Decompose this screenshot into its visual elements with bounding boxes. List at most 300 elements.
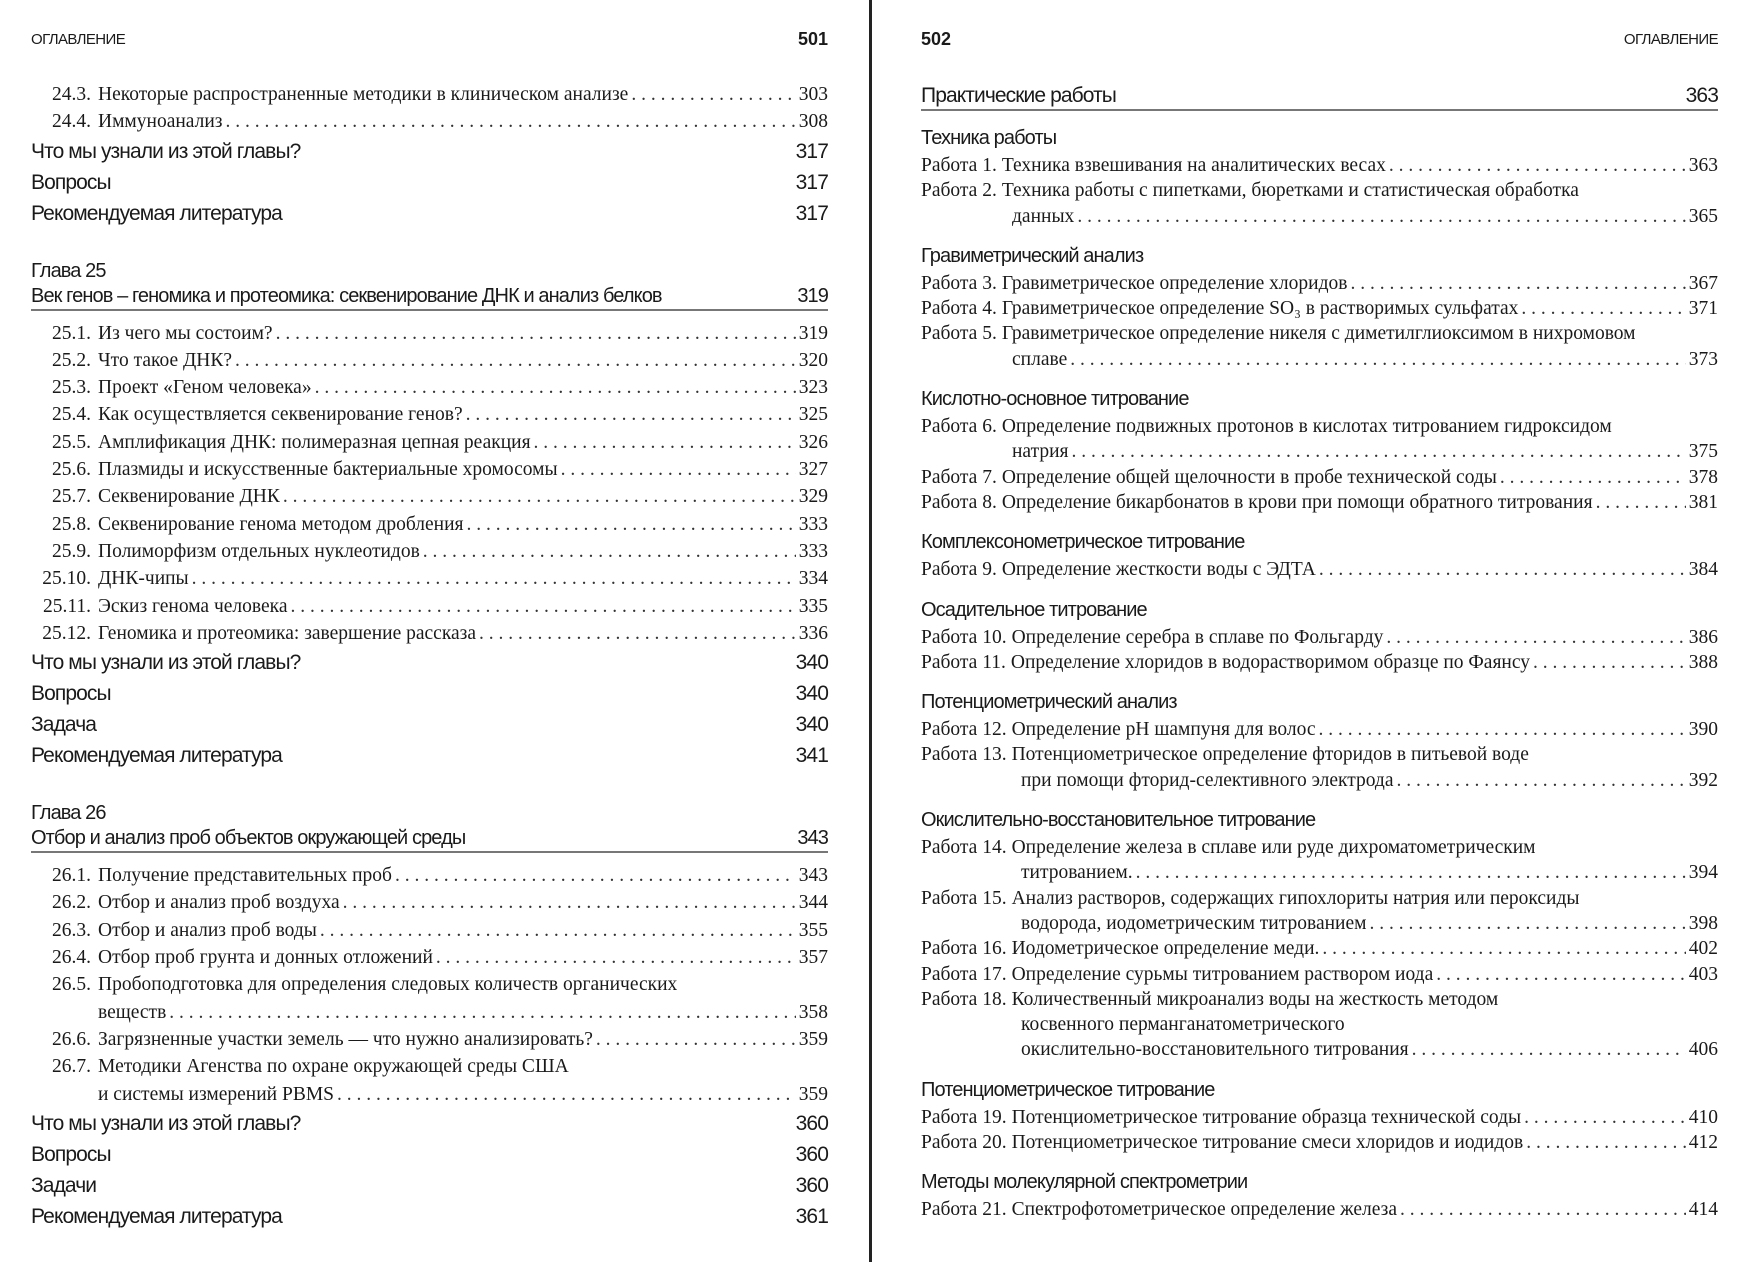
entry-title[interactable]: Отбор и анализ проб воды bbox=[98, 919, 317, 941]
entry-page[interactable]: 359 bbox=[798, 1028, 828, 1050]
entry-page[interactable]: 358 bbox=[798, 1001, 828, 1023]
entry-page[interactable]: 320 bbox=[798, 349, 828, 371]
toc-line bbox=[31, 593, 828, 620]
toc-entry[interactable] bbox=[31, 401, 828, 428]
toc-entry[interactable] bbox=[921, 625, 1718, 650]
entry-number: 25.8. bbox=[52, 513, 91, 535]
heading-title[interactable]: Рекомендуемая литература bbox=[31, 1204, 282, 1228]
dot-leader bbox=[1322, 936, 1685, 961]
toc-line bbox=[31, 456, 828, 483]
toc-line bbox=[921, 936, 1718, 961]
entry-page[interactable]: 325 bbox=[798, 404, 828, 426]
entry-number: 25.5. bbox=[52, 431, 91, 453]
dot-leader bbox=[1072, 439, 1686, 464]
entry-number: 26.6. bbox=[52, 1028, 91, 1050]
entry-title[interactable]: Как осуществляется секвенирование генов? bbox=[98, 404, 463, 426]
entry-page[interactable]: 406 bbox=[1688, 1039, 1718, 1061]
heading-page[interactable]: 317 bbox=[795, 170, 828, 194]
entry-page[interactable]: 410 bbox=[1688, 1106, 1718, 1128]
entry-title[interactable]: Амплификация ДНК: полимеразная цепная реакция bbox=[98, 431, 531, 453]
entry-number: Работа 5. bbox=[921, 323, 997, 345]
toc-line bbox=[921, 717, 1718, 742]
toc-entry[interactable] bbox=[921, 962, 1718, 987]
dot-leader bbox=[1521, 296, 1685, 321]
entry-number: Работа 8. bbox=[921, 491, 997, 513]
entry-page[interactable]: 375 bbox=[1688, 441, 1718, 463]
dot-leader bbox=[343, 889, 796, 916]
entry-page[interactable]: 378 bbox=[1688, 466, 1718, 488]
entry-page[interactable]: 386 bbox=[1688, 626, 1718, 648]
toc-entry[interactable] bbox=[921, 717, 1718, 742]
toc-line bbox=[31, 1053, 828, 1080]
toc-entry[interactable] bbox=[31, 1053, 828, 1108]
toc-heading[interactable] bbox=[31, 1139, 828, 1170]
toc-entry[interactable] bbox=[31, 374, 828, 401]
chapter-label: Глава 26 bbox=[31, 802, 106, 825]
toc-entry[interactable] bbox=[31, 620, 828, 647]
page-number: 501 bbox=[797, 28, 828, 49]
entry-title[interactable]: Потенциометрическое титрование смеси хлоридов и иодидов bbox=[1011, 1132, 1524, 1154]
toc-list bbox=[31, 81, 828, 1232]
entry-number: 25.1. bbox=[52, 322, 91, 344]
entry-page[interactable]: 363 bbox=[1688, 155, 1718, 176]
entry-title[interactable]: Определение серебра в сплаве по Фольгарду bbox=[1011, 626, 1384, 648]
page-divider bbox=[869, 0, 872, 1262]
entry-page[interactable]: 334 bbox=[798, 568, 828, 590]
entry-title[interactable]: натрия bbox=[1012, 441, 1069, 463]
entry-page[interactable]: 336 bbox=[798, 622, 828, 644]
entry-title[interactable]: Определение хлоридов в водорастворимом образце по Фаянсу bbox=[1010, 651, 1531, 673]
entry-number: Работа 10. bbox=[921, 626, 1007, 648]
part-title[interactable]: Практические работы bbox=[921, 84, 1116, 107]
entry-page[interactable]: 392 bbox=[1688, 769, 1718, 791]
heading-page[interactable]: 317 bbox=[795, 139, 828, 163]
entry-title[interactable]: окислительно-восстановительного титрования bbox=[1021, 1039, 1409, 1061]
toc-line bbox=[921, 1012, 1718, 1037]
toc-entry[interactable] bbox=[31, 456, 828, 483]
entry-page[interactable]: 359 bbox=[798, 1083, 828, 1105]
entry-title[interactable]: Что такое ДНК? bbox=[98, 349, 233, 371]
toc-entry[interactable] bbox=[31, 347, 828, 374]
toc-line bbox=[31, 429, 828, 456]
dot-leader bbox=[276, 320, 796, 347]
toc-entry[interactable] bbox=[31, 917, 828, 944]
entry-title[interactable]: титрованием. bbox=[1021, 862, 1133, 884]
toc-line bbox=[31, 108, 828, 135]
toc-heading[interactable] bbox=[31, 1170, 828, 1201]
entry-number: 26.2. bbox=[52, 892, 91, 914]
entry-number: Работа 4. bbox=[921, 298, 997, 320]
toc-entry[interactable] bbox=[921, 153, 1718, 178]
heading-title[interactable]: Вопросы bbox=[31, 1142, 111, 1166]
section-heading: Гравиметрический анализ bbox=[921, 244, 1144, 267]
toc-entry[interactable] bbox=[31, 971, 828, 1026]
entry-number: Работа 2. bbox=[921, 180, 997, 202]
dot-leader bbox=[1389, 153, 1686, 178]
toc-line bbox=[921, 178, 1718, 203]
entry-title[interactable]: Отбор проб грунта и донных отложений bbox=[98, 947, 433, 969]
dot-leader bbox=[1319, 557, 1686, 582]
entry-page[interactable]: 381 bbox=[1688, 491, 1718, 513]
entry-page[interactable]: 355 bbox=[798, 919, 828, 941]
entry-page[interactable]: 329 bbox=[798, 486, 828, 508]
dot-leader bbox=[1596, 490, 1686, 515]
dot-leader bbox=[423, 538, 796, 565]
entry-page[interactable]: 414 bbox=[1688, 1199, 1718, 1221]
entry-title[interactable]: Из чего мы состоим? bbox=[98, 322, 273, 344]
entry-number: Работа 21. bbox=[921, 1199, 1007, 1221]
toc-line bbox=[31, 620, 828, 647]
part-page[interactable]: 363 bbox=[1685, 84, 1718, 107]
entry-title[interactable]: Потенциометрическое определение фторидов в питьевой воде bbox=[1011, 744, 1529, 766]
toc-entry[interactable] bbox=[921, 742, 1718, 793]
entry-page[interactable]: 412 bbox=[1688, 1132, 1718, 1154]
dot-leader bbox=[395, 862, 796, 889]
toc-line bbox=[921, 153, 1718, 178]
toc-entry[interactable] bbox=[921, 321, 1718, 372]
dot-leader bbox=[1397, 768, 1686, 793]
toc-line bbox=[31, 1081, 828, 1108]
entry-number: 25.3. bbox=[52, 377, 91, 399]
toc-line bbox=[921, 490, 1718, 515]
heading-page[interactable]: 361 bbox=[795, 1204, 828, 1228]
dot-leader bbox=[192, 565, 796, 592]
entry-page[interactable]: 388 bbox=[1688, 651, 1718, 673]
entry-title[interactable]: Отбор и анализ проб воздуха bbox=[98, 892, 340, 914]
entry-page[interactable]: 357 bbox=[798, 947, 828, 969]
dot-leader bbox=[1524, 1105, 1686, 1130]
heading-title[interactable]: Рекомендуемая литература bbox=[31, 201, 282, 225]
entry-number: Работа 19. bbox=[921, 1106, 1007, 1128]
entry-page[interactable]: 384 bbox=[1688, 559, 1718, 581]
toc-entry[interactable] bbox=[31, 862, 828, 889]
entry-title[interactable]: Гравиметрическое определение никеля с диметилглиоксимом в нихромовом bbox=[1001, 323, 1636, 345]
heading-title[interactable]: Задачи bbox=[31, 1173, 97, 1197]
entry-title[interactable]: Потенциометрическое титрование образца технической соды bbox=[1011, 1106, 1522, 1128]
entry-number: 26.1. bbox=[52, 865, 91, 887]
toc-entry[interactable] bbox=[921, 886, 1718, 937]
toc-heading[interactable] bbox=[31, 1108, 828, 1139]
dot-leader bbox=[479, 620, 796, 647]
toc-line bbox=[921, 347, 1718, 372]
entry-page[interactable]: 402 bbox=[1688, 938, 1718, 960]
entry-title[interactable]: Геномика и протеомика: завершение рассказа bbox=[98, 622, 477, 644]
heading-title[interactable]: Что мы узнали из этой главы? bbox=[31, 139, 301, 163]
toc-heading[interactable] bbox=[31, 167, 828, 198]
dot-leader bbox=[596, 1026, 796, 1053]
dot-leader bbox=[1412, 1037, 1686, 1062]
entry-number: Работа 1. bbox=[921, 155, 997, 176]
entry-title[interactable]: сплаве bbox=[1012, 348, 1068, 370]
entry-page[interactable]: 398 bbox=[1688, 912, 1718, 934]
toc-heading[interactable] bbox=[31, 647, 828, 678]
section-heading: Потенциометрическое титрование bbox=[921, 1078, 1215, 1101]
entry-title[interactable]: косвенного перманганатометрического bbox=[1021, 1014, 1345, 1036]
toc-entry[interactable] bbox=[921, 835, 1718, 886]
entry-title[interactable]: Иодометрическое определение меди. bbox=[1011, 938, 1320, 960]
toc-entry[interactable] bbox=[31, 429, 828, 456]
entry-number: 25.11. bbox=[42, 595, 91, 617]
toc-line bbox=[31, 81, 828, 108]
toc-entry[interactable] bbox=[921, 178, 1718, 229]
dot-leader bbox=[1386, 625, 1685, 650]
chapter-title-row bbox=[31, 825, 828, 851]
toc-line bbox=[31, 1026, 828, 1053]
entry-title[interactable]: Определение железа в сплаве или руде дихроматометрическим bbox=[1011, 837, 1536, 859]
entry-page[interactable]: 326 bbox=[798, 431, 828, 453]
entry-title[interactable]: при помощи фторид-селективного электрода bbox=[1021, 769, 1394, 791]
entry-page[interactable]: 373 bbox=[1688, 348, 1718, 370]
entry-number: 25.12. bbox=[42, 622, 91, 644]
dot-leader bbox=[1070, 347, 1686, 372]
section-heading: Кислотно-основное титрование bbox=[921, 388, 1189, 411]
dot-leader bbox=[466, 401, 796, 428]
dot-leader bbox=[1436, 962, 1686, 987]
entry-page[interactable]: 319 bbox=[798, 322, 828, 344]
entry-title[interactable]: Гравиметрическое определение хлоридов bbox=[1001, 272, 1348, 294]
toc-heading[interactable] bbox=[31, 136, 828, 167]
entry-title[interactable]: Техника работы с пипетками, бюретками и статистическая обработка bbox=[1001, 180, 1579, 202]
entry-title[interactable]: Количественный микроанализ воды на жесткость методом bbox=[1011, 988, 1499, 1010]
toc-entry[interactable] bbox=[921, 1130, 1718, 1155]
dot-leader bbox=[1350, 271, 1685, 296]
entry-title[interactable]: ДНК-чипы bbox=[98, 568, 189, 590]
heading-title[interactable]: Задача bbox=[31, 713, 97, 737]
chapter-page[interactable]: 343 bbox=[797, 827, 828, 850]
entry-page[interactable]: 394 bbox=[1688, 862, 1718, 884]
entry-title[interactable]: Пробоподготовка для определения следовых количеств органических bbox=[98, 974, 678, 996]
heading-page[interactable]: 360 bbox=[795, 1111, 828, 1135]
entry-number: 26.7. bbox=[52, 1056, 91, 1078]
heading-title[interactable]: Вопросы bbox=[31, 170, 111, 194]
entry-title[interactable]: Определение жесткости воды с ЭДТА bbox=[1001, 559, 1316, 581]
heading-title[interactable]: Что мы узнали из этой главы? bbox=[31, 651, 301, 675]
toc-entry[interactable] bbox=[31, 565, 828, 592]
entry-number: Работа 18. bbox=[921, 988, 1007, 1010]
entry-number: 25.9. bbox=[52, 540, 91, 562]
entry-page[interactable]: 390 bbox=[1688, 719, 1718, 741]
entry-number: Работа 17. bbox=[921, 963, 1007, 985]
section-heading: Осадительное титрование bbox=[921, 598, 1147, 621]
toc-entry[interactable] bbox=[31, 889, 828, 916]
toc-heading[interactable] bbox=[31, 740, 828, 771]
heading-title[interactable]: Вопросы bbox=[31, 682, 111, 706]
toc-line bbox=[921, 1130, 1718, 1155]
toc-line bbox=[921, 742, 1718, 767]
entry-title[interactable]: водорода, иодометрическим титрованием bbox=[1021, 912, 1367, 934]
toc-entry[interactable] bbox=[31, 483, 828, 510]
toc-line bbox=[31, 971, 828, 998]
toc-line bbox=[31, 565, 828, 592]
toc-entry[interactable] bbox=[921, 557, 1718, 582]
entry-title[interactable]: Эскиз генома человека bbox=[98, 595, 288, 617]
heading-page[interactable]: 340 bbox=[795, 713, 828, 737]
toc-line bbox=[921, 271, 1718, 296]
entry-number: 26.4. bbox=[52, 947, 91, 969]
heading-page[interactable]: 340 bbox=[795, 682, 828, 706]
toc-heading[interactable] bbox=[31, 198, 828, 229]
chapter-heading[interactable] bbox=[31, 801, 828, 853]
chapter-heading[interactable] bbox=[31, 259, 828, 311]
dot-leader bbox=[1526, 1130, 1686, 1155]
part-heading[interactable] bbox=[921, 82, 1718, 111]
heading-page[interactable]: 341 bbox=[795, 744, 828, 768]
toc-entry[interactable] bbox=[921, 650, 1718, 675]
toc-entry[interactable] bbox=[31, 944, 828, 971]
entry-page[interactable]: 333 bbox=[798, 513, 828, 535]
entry-title[interactable]: Загрязненные участки земель — что нужно анализировать? bbox=[98, 1028, 593, 1050]
entry-page[interactable]: 323 bbox=[798, 377, 828, 399]
entry-title[interactable]: Определение общей щелочности в пробе технической соды bbox=[1001, 466, 1497, 488]
toc-entry[interactable] bbox=[921, 465, 1718, 490]
entry-title[interactable]: Определение сурьмы титрованием раствором иода bbox=[1011, 963, 1434, 985]
entry-page[interactable]: 365 bbox=[1688, 205, 1718, 227]
dot-leader bbox=[1369, 911, 1685, 936]
toc-line bbox=[31, 511, 828, 538]
dot-leader bbox=[315, 374, 796, 401]
toc-heading[interactable] bbox=[31, 678, 828, 709]
entry-page[interactable]: 403 bbox=[1688, 963, 1718, 985]
toc-heading[interactable] bbox=[31, 709, 828, 740]
entry-title[interactable]: Техника взвешивания на аналитических весах bbox=[1001, 155, 1386, 176]
entry-title[interactable]: Определение подвижных протонов в кислотах титрованием гидроксидом bbox=[1001, 416, 1612, 438]
entry-number: 25.2. bbox=[52, 349, 91, 371]
heading-title[interactable]: Рекомендуемая литература bbox=[31, 744, 282, 768]
entry-number: Работа 16. bbox=[921, 938, 1007, 960]
entry-title[interactable]: Получение представительных проб bbox=[98, 865, 392, 887]
entry-title[interactable]: Секвенирование генома методом дробления bbox=[98, 513, 464, 535]
toc-entry[interactable] bbox=[921, 414, 1718, 465]
toc-entry[interactable] bbox=[921, 1197, 1718, 1222]
entry-number: Работа 14. bbox=[921, 837, 1007, 859]
entry-title[interactable]: Иммуноанализ bbox=[98, 111, 223, 133]
entry-title[interactable]: Проект «Геном человека» bbox=[98, 377, 312, 399]
heading-title[interactable]: Что мы узнали из этой главы? bbox=[31, 1111, 301, 1135]
running-title: ОГЛАВЛЕНИЕ bbox=[31, 30, 126, 48]
toc-entry[interactable] bbox=[31, 593, 828, 620]
entry-title[interactable]: Спектрофотометрическое определение железа bbox=[1011, 1199, 1398, 1221]
chapter-page[interactable]: 319 bbox=[797, 284, 828, 307]
toc-line bbox=[31, 889, 828, 916]
entry-title[interactable]: данных bbox=[1012, 205, 1075, 227]
entry-title[interactable]: веществ bbox=[98, 1001, 167, 1023]
toc-line bbox=[921, 439, 1718, 464]
toc-line bbox=[921, 911, 1718, 936]
entry-page[interactable]: 367 bbox=[1688, 272, 1718, 294]
toc-entry[interactable] bbox=[31, 511, 828, 538]
entry-title[interactable]: Анализ растворов, содержащих гипохлориты натрия или пероксиды bbox=[1011, 887, 1580, 909]
entry-page[interactable]: 333 bbox=[798, 540, 828, 562]
entry-number: 26.5. bbox=[52, 974, 91, 996]
entry-number: Работа 20. bbox=[921, 1132, 1007, 1154]
entry-title[interactable]: Плазмиды и искусственные бактериальные хромосомы bbox=[98, 459, 558, 481]
entry-page[interactable]: 343 bbox=[798, 865, 828, 887]
heading-page[interactable]: 317 bbox=[795, 201, 828, 225]
toc-line bbox=[31, 374, 828, 401]
toc-heading[interactable] bbox=[31, 1201, 828, 1232]
entry-number: 25.4. bbox=[52, 404, 91, 426]
toc-line bbox=[31, 944, 828, 971]
entry-number: Работа 15. bbox=[921, 887, 1007, 909]
entry-number: 25.10. bbox=[42, 568, 91, 590]
toc-entry[interactable] bbox=[921, 936, 1718, 961]
entry-title[interactable]: Определение бикарбонатов в крови при помощи обратного титрования bbox=[1001, 491, 1593, 513]
entry-title[interactable]: Секвенирование ДНК bbox=[98, 486, 280, 508]
toc-line bbox=[31, 401, 828, 428]
toc-entry[interactable] bbox=[921, 987, 1718, 1063]
entry-number: Работа 11. bbox=[921, 651, 1006, 673]
toc-entry[interactable] bbox=[31, 1026, 828, 1053]
toc-entry[interactable] bbox=[921, 296, 1718, 321]
dot-leader bbox=[225, 108, 795, 135]
entry-page[interactable]: 327 bbox=[798, 459, 828, 481]
toc-entry[interactable] bbox=[31, 538, 828, 565]
toc-line bbox=[921, 768, 1718, 793]
dot-leader bbox=[561, 456, 796, 483]
toc-line bbox=[921, 1105, 1718, 1130]
chapter-title[interactable]: Отбор и анализ проб объектов окружающей среды bbox=[31, 827, 466, 850]
toc-line bbox=[31, 538, 828, 565]
toc-entry[interactable] bbox=[31, 320, 828, 347]
entry-title[interactable]: Методики Агенства по охране окружающей среды США bbox=[98, 1056, 569, 1078]
entry-page[interactable]: 344 bbox=[798, 892, 828, 914]
entry-number: Работа 6. bbox=[921, 416, 997, 438]
toc-line bbox=[921, 557, 1718, 582]
entry-title[interactable]: Полиморфизм отдельных нуклеотидов bbox=[98, 540, 420, 562]
toc-line bbox=[921, 962, 1718, 987]
toc-line bbox=[31, 483, 828, 510]
entry-page[interactable]: 371 bbox=[1688, 298, 1718, 320]
entry-page[interactable]: 335 bbox=[798, 595, 828, 617]
entry-page[interactable]: 308 bbox=[798, 111, 828, 133]
dot-leader bbox=[337, 1081, 796, 1108]
section-heading: Окислительно-восстановительное титрование bbox=[921, 809, 1316, 832]
chapter-label: Глава 25 bbox=[31, 259, 106, 282]
section-heading: Методы молекулярной спектрометрии bbox=[921, 1171, 1248, 1194]
dot-leader bbox=[436, 944, 796, 971]
entry-title[interactable]: Некоторые распространенные методики в клиническом анализе bbox=[98, 84, 629, 105]
toc-line bbox=[921, 1197, 1718, 1222]
toc-entry[interactable] bbox=[31, 108, 828, 135]
entry-page[interactable]: 303 bbox=[798, 84, 828, 105]
section-heading: Техника работы bbox=[921, 127, 1057, 149]
toc-entry[interactable] bbox=[921, 271, 1718, 296]
entry-title[interactable]: Определение pH шампуня для волос bbox=[1011, 719, 1316, 741]
entry-number: Работа 13. bbox=[921, 744, 1007, 766]
toc-entry[interactable] bbox=[921, 1105, 1718, 1130]
section-heading: Потенциометрический анализ bbox=[921, 691, 1177, 714]
heading-page[interactable]: 360 bbox=[795, 1173, 828, 1197]
entry-number: 26.3. bbox=[52, 919, 91, 941]
toc-line bbox=[31, 347, 828, 374]
entry-title[interactable]: Гравиметрическое определение SO₃ в растворимых сульфатах bbox=[1001, 298, 1519, 320]
toc-line bbox=[31, 917, 828, 944]
chapter-title[interactable]: Век генов – геномика и протеомика: секвенирование ДНК и анализ белков bbox=[31, 284, 662, 307]
toc-line bbox=[921, 835, 1718, 860]
heading-page[interactable]: 340 bbox=[795, 651, 828, 675]
toc-entry[interactable] bbox=[921, 490, 1718, 515]
entry-title[interactable]: и системы измерений PBMS bbox=[98, 1083, 335, 1105]
dot-leader bbox=[1319, 717, 1686, 742]
chapter-title-row bbox=[31, 283, 828, 309]
dot-leader bbox=[291, 593, 796, 620]
toc-line bbox=[921, 625, 1718, 650]
toc-entry[interactable] bbox=[31, 81, 828, 108]
dot-leader bbox=[467, 511, 796, 538]
entry-number: Работа 12. bbox=[921, 719, 1007, 741]
toc-list bbox=[921, 82, 1718, 1223]
heading-page[interactable]: 360 bbox=[795, 1142, 828, 1166]
